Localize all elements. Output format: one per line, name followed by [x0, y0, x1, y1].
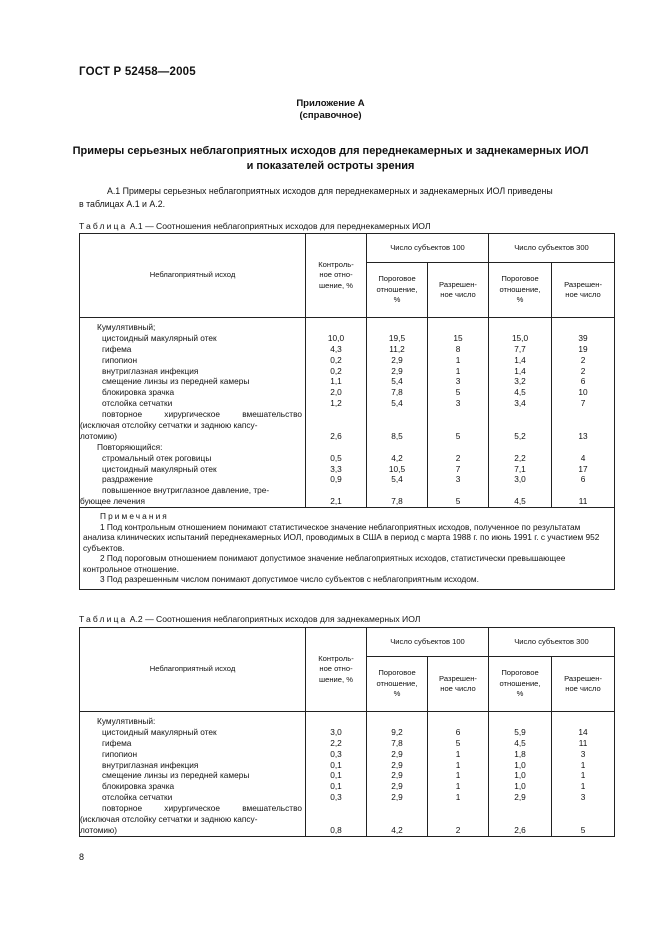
cell-value — [489, 814, 551, 825]
cell-value: 1,0 — [514, 781, 526, 792]
intro-line1: А.1 Примеры серьезных неблагоприятных исходов для переднекамерных и заднекамерных ИОЛ приведены — [107, 186, 553, 196]
cell-value: 1,2 — [330, 398, 342, 409]
cell-value: 3,4 — [514, 398, 526, 409]
cell-value — [428, 420, 488, 431]
cell-value — [489, 322, 551, 333]
cell-value — [552, 322, 614, 333]
outcome-label: Кумулятивный: — [97, 716, 156, 726]
note-3: 3 Под разрешенным числом понимают допустимое число субъектов с неблагоприятным исходом. — [100, 574, 479, 585]
table2-caption-word: Таблица — [79, 614, 128, 624]
table2-header-allowed-300 — [552, 657, 615, 712]
cell-value — [306, 442, 366, 453]
table1-header-allowed-100-l2: ное число — [440, 290, 476, 299]
outcome-label: гипопион — [102, 748, 138, 759]
table1-notes-row — [80, 508, 615, 590]
cell-value: 10,0 — [327, 332, 345, 343]
outcome-label: блокировка зрачка — [102, 387, 175, 398]
cell-value: 2,9 — [391, 748, 403, 759]
outcome-label: лотомию) — [80, 430, 118, 441]
cell-value: 6 — [455, 726, 461, 737]
cell-value: 7,8 — [391, 737, 403, 748]
cell-value: 0,2 — [330, 354, 342, 365]
cell-value — [367, 803, 427, 814]
outcome-label: повторное хирургическое вмешательство — [102, 803, 302, 814]
table2-header-control-l3: шение, % — [319, 674, 353, 684]
outcome-label: внутриглазная инфекция — [102, 759, 199, 770]
cell-value — [552, 442, 614, 453]
cell-value: 1 — [580, 759, 586, 770]
cell-value: 7,8 — [391, 387, 403, 398]
table2-header-control — [306, 628, 367, 712]
cell-value — [367, 485, 427, 496]
outcome-label: стромальный отек роговицы — [102, 452, 212, 463]
table2-header-threshold-300-l1: Пороговое — [501, 668, 539, 678]
cell-value: 11 — [578, 737, 588, 748]
cell-value: 15,0 — [511, 332, 529, 343]
cell-value: 2,2 — [330, 737, 342, 748]
cell-value: 0,1 — [330, 770, 342, 781]
note-1: 1 Под контрольным отношением понимают статистическое значение неблагоприятных исходов, полученное по результатам анализа клинических испытаний переднекамерных ИОЛ, проводимых в США в период с марта 1988 г. по июнь 1991 г. с участием 952 субъектов. — [83, 521, 600, 553]
table1-header-allowed-300-l1: Разрешен- — [564, 279, 602, 289]
cell-value: 1,8 — [514, 748, 526, 759]
cell-value: 5 — [455, 737, 461, 748]
table1-header-outcome: Неблагоприятный исход — [80, 234, 306, 318]
cell-value: 5,4 — [391, 398, 403, 409]
cell-value — [552, 420, 614, 431]
table2-header-allowed-100-l1: Разрешен- — [439, 673, 477, 683]
cell-value: 3 — [580, 792, 586, 803]
outcome-label: повторное хирургическое вмешательство — [102, 409, 302, 420]
cell-value — [552, 803, 614, 814]
cell-value — [552, 814, 614, 825]
outcome-label: гипопион — [102, 354, 138, 365]
cell-value: 2,9 — [391, 770, 403, 781]
table1-header-threshold-300-l2: отношение, — [499, 284, 541, 294]
outcome-label: смещение линзы из передней камеры — [102, 770, 250, 781]
cell-value: 1 — [455, 365, 461, 376]
table2-header-outcome: Неблагоприятный исход — [80, 628, 306, 712]
cell-value: 0,3 — [330, 748, 342, 759]
cell-value: 9,2 — [391, 726, 403, 737]
table2-header-threshold-300-l2: отношение, — [499, 678, 541, 688]
cell-value: 2,9 — [391, 365, 403, 376]
cell-value — [552, 409, 614, 420]
cell-value: 1 — [455, 759, 461, 770]
table2-header-allowed-300-l1: Разрешен- — [564, 673, 602, 683]
cell-value: 2,6 — [330, 430, 342, 441]
table1-header-threshold-100-l3: % — [393, 295, 401, 305]
notes-heading: Примечания — [100, 511, 169, 522]
cell-value — [489, 716, 551, 727]
cell-value: 5 — [455, 430, 461, 441]
table2-header-allowed-100 — [428, 657, 489, 712]
cell-value: 0,8 — [330, 824, 342, 835]
outcome-label: цистоидный макулярный отек — [102, 726, 217, 737]
cell-value: 3,3 — [330, 463, 342, 474]
cell-value: 2,6 — [514, 824, 526, 835]
table2-col-control — [306, 712, 367, 837]
cell-value: 1 — [455, 792, 461, 803]
table2-header-threshold-100-l3: % — [393, 689, 401, 699]
outcome-label: Кумулятивный; — [97, 322, 156, 332]
cell-value: 4,5 — [514, 496, 526, 507]
cell-value — [306, 322, 366, 333]
cell-value: 2,9 — [391, 354, 403, 365]
cell-value — [428, 485, 488, 496]
cell-value: 4,3 — [330, 343, 342, 354]
outcome-label: отслойка сетчатки — [102, 398, 173, 409]
cell-value: 1,0 — [514, 770, 526, 781]
cell-value — [428, 716, 488, 727]
table2-caption-text: А.2 — Соотношения неблагоприятных исходов для заднекамерных ИОЛ — [127, 614, 421, 624]
table2-header-subj300: Число субъектов 300 — [489, 628, 615, 657]
outcome-label: цистоидный макулярный отек — [102, 463, 217, 474]
page-number: 8 — [79, 852, 85, 862]
cell-value — [306, 420, 366, 431]
cell-value: 11 — [578, 496, 588, 507]
cell-value: 5 — [455, 496, 461, 507]
cell-value: 19,5 — [388, 332, 406, 343]
table1-col-allowed-100 — [428, 318, 489, 508]
cell-value: 1 — [580, 781, 586, 792]
cell-value: 8 — [455, 343, 461, 354]
table1 — [79, 233, 615, 590]
cell-value — [489, 485, 551, 496]
table2-header-control-l1: Контроль- — [318, 653, 354, 663]
cell-value: 3,2 — [514, 376, 526, 387]
cell-value: 6 — [580, 474, 586, 485]
cell-value — [306, 814, 366, 825]
cell-value — [428, 322, 488, 333]
appendix-title: Приложение А — [296, 98, 365, 109]
table1-header-subj100: Число субъектов 100 — [367, 234, 489, 263]
table1-header-subj300: Число субъектов 300 — [489, 234, 615, 263]
cell-value — [306, 485, 366, 496]
cell-value: 5,9 — [514, 726, 526, 737]
outcome-label: повышенное внутриглазное давление, тре- — [102, 485, 270, 496]
cell-value: 0,1 — [330, 781, 342, 792]
cell-value: 39 — [578, 332, 588, 343]
cell-value: 7,1 — [514, 463, 526, 474]
table1-header-allowed-100-l1: Разрешен- — [439, 279, 477, 289]
cell-value — [306, 716, 366, 727]
cell-value: 2,2 — [514, 452, 526, 463]
table2 — [79, 627, 615, 837]
table1-caption — [79, 221, 431, 231]
cell-value — [367, 322, 427, 333]
table2-header-control-l2: ное отно- — [319, 664, 353, 674]
table2-col-threshold-100 — [367, 712, 428, 837]
cell-value: 0,9 — [330, 474, 342, 485]
table1-header-control — [306, 234, 367, 318]
cell-value: 1,4 — [514, 365, 526, 376]
cell-value: 6 — [580, 376, 586, 387]
section-title-line1: Примеры серьезных неблагоприятных исходов для переднекамерных и заднекамерных ИОЛ — [72, 145, 589, 157]
cell-value — [367, 442, 427, 453]
cell-value — [306, 409, 366, 420]
table2-body-row — [80, 712, 615, 837]
cell-value: 5 — [580, 824, 586, 835]
cell-value: 3,0 — [514, 474, 526, 485]
table1-header-allowed-100 — [428, 263, 489, 318]
cell-value: 1,1 — [330, 376, 342, 387]
cell-value: 2 — [455, 824, 461, 835]
table1-body-row — [80, 318, 615, 508]
table1-header-threshold-100-l2: отношение, — [376, 284, 418, 294]
table1-col-threshold-300 — [489, 318, 552, 508]
cell-value: 5,4 — [391, 474, 403, 485]
cell-value: 2,9 — [391, 759, 403, 770]
table2-col-allowed-300 — [552, 712, 615, 837]
cell-value — [428, 803, 488, 814]
outcome-label: цистоидный макулярный отек — [102, 332, 217, 343]
cell-value: 4 — [580, 452, 586, 463]
cell-value: 4,2 — [391, 824, 403, 835]
table2-header-threshold-100-l2: отношение, — [376, 678, 418, 688]
table2-col-outcome — [80, 712, 306, 837]
cell-value: 5,2 — [514, 430, 526, 441]
cell-value: 3 — [455, 376, 461, 387]
cell-value: 1 — [455, 781, 461, 792]
cell-value — [489, 409, 551, 420]
outcome-label: внутриглазная инфекция — [102, 365, 199, 376]
cell-value: 2,9 — [514, 792, 526, 803]
cell-value: 7 — [580, 398, 586, 409]
table2-header-subj100: Число субъектов 100 — [367, 628, 489, 657]
cell-value: 1 — [455, 354, 461, 365]
cell-value — [428, 814, 488, 825]
cell-value: 10,5 — [388, 463, 406, 474]
outcome-label: (исключая отслойку сетчатки и заднюю капсу- — [80, 420, 258, 431]
cell-value: 17 — [578, 463, 588, 474]
outcome-label: отслойка сетчатки — [102, 792, 173, 803]
table2-col-allowed-100 — [428, 712, 489, 837]
cell-value: 2,1 — [330, 496, 342, 507]
cell-value: 11,2 — [389, 343, 405, 354]
table2-header-threshold-300 — [489, 657, 552, 712]
cell-value: 3 — [580, 748, 586, 759]
cell-value: 15 — [453, 332, 463, 343]
cell-value — [489, 420, 551, 431]
cell-value — [306, 803, 366, 814]
cell-value: 0,3 — [330, 792, 342, 803]
table1-header-threshold-300 — [489, 263, 552, 318]
table1-header-control-l1: Контроль- — [318, 259, 354, 269]
cell-value: 7 — [455, 463, 461, 474]
cell-value: 2 — [580, 365, 586, 376]
cell-value: 1 — [580, 770, 586, 781]
cell-value — [367, 420, 427, 431]
table1-col-allowed-300 — [552, 318, 615, 508]
cell-value — [552, 485, 614, 496]
outcome-label: смещение линзы из передней камеры — [102, 376, 250, 387]
cell-value: 2,9 — [391, 781, 403, 792]
cell-value: 3,0 — [330, 726, 342, 737]
cell-value: 2 — [455, 452, 461, 463]
table2-header-allowed-100-l2: ное число — [440, 684, 476, 693]
cell-value — [428, 442, 488, 453]
section-title-line2: и показателей остроты зрения — [246, 160, 415, 172]
table2-caption — [79, 614, 420, 624]
table2-header-threshold-100 — [367, 657, 428, 712]
table1-caption-text: А.1 — Соотношения неблагоприятных исходов для переднекамерных ИОЛ — [127, 221, 431, 231]
cell-value: 7,7 — [514, 343, 526, 354]
table1-header-threshold-300-l3: % — [516, 295, 524, 305]
document-id: ГОСТ Р 52458—2005 — [79, 66, 196, 78]
table1-col-outcome — [80, 318, 306, 508]
table1-header-control-l3: шение, % — [319, 280, 353, 290]
cell-value: 4,2 — [391, 452, 403, 463]
cell-value: 2,0 — [330, 387, 342, 398]
intro-line2: в таблицах А.1 и А.2. — [79, 199, 166, 209]
table1-notes — [80, 508, 615, 590]
cell-value: 5 — [455, 387, 461, 398]
outcome-label: бующее лечения — [80, 496, 146, 507]
cell-value: 8,5 — [391, 430, 403, 441]
cell-value: 14 — [578, 726, 588, 737]
cell-value — [367, 409, 427, 420]
table2-header-threshold-100-l1: Пороговое — [378, 668, 416, 678]
cell-value — [489, 803, 551, 814]
cell-value: 0,5 — [330, 452, 342, 463]
cell-value: 2,9 — [391, 792, 403, 803]
cell-value: 13 — [578, 430, 588, 441]
cell-value — [367, 716, 427, 727]
table1-col-threshold-100 — [367, 318, 428, 508]
table1-header-allowed-300-l2: ное число — [565, 290, 601, 299]
outcome-label: гифема — [102, 737, 132, 748]
table2-col-threshold-300 — [489, 712, 552, 837]
table1-header-threshold-100-l1: Пороговое — [378, 274, 416, 284]
appendix-subtitle: (справочное) — [299, 110, 362, 121]
table2-header-allowed-300-l2: ное число — [565, 684, 601, 693]
cell-value: 1 — [455, 748, 461, 759]
outcome-label: Повторяющийся: — [97, 441, 163, 452]
cell-value — [489, 442, 551, 453]
outcome-label: гифема — [102, 343, 132, 354]
cell-value: 5,4 — [391, 376, 403, 387]
cell-value: 19 — [578, 343, 588, 354]
cell-value — [367, 814, 427, 825]
cell-value — [428, 409, 488, 420]
table2-header-threshold-300-l3: % — [516, 689, 524, 699]
cell-value: 4,5 — [514, 387, 526, 398]
table1-header-allowed-300 — [552, 263, 615, 318]
cell-value: 2 — [580, 354, 586, 365]
outcome-label: блокировка зрачка — [102, 781, 175, 792]
cell-value: 4,5 — [514, 737, 526, 748]
cell-value: 1,0 — [514, 759, 526, 770]
outcome-label: раздражение — [102, 474, 153, 485]
outcome-label: (исключая отслойку сетчатки и заднюю капсу- — [80, 814, 258, 825]
cell-value: 0,2 — [330, 365, 342, 376]
note-2: 2 Под пороговым отношением понимают допустимое значение неблагоприятных исходов, статистически превышающее контрольное отношение. — [83, 553, 566, 574]
cell-value: 0,1 — [330, 759, 342, 770]
cell-value: 1 — [455, 770, 461, 781]
table1-header-threshold-100 — [367, 263, 428, 318]
table1-header-threshold-300-l1: Пороговое — [501, 274, 539, 284]
cell-value: 3 — [455, 398, 461, 409]
cell-value: 7,8 — [391, 496, 403, 507]
table1-caption-word: Таблица — [79, 221, 128, 231]
cell-value: 1,4 — [514, 354, 526, 365]
cell-value: 10 — [578, 387, 588, 398]
cell-value: 3 — [455, 474, 461, 485]
table1-header-control-l2: ное отно- — [319, 270, 353, 280]
cell-value — [552, 716, 614, 727]
table1-col-control — [306, 318, 367, 508]
outcome-label: лотомию) — [80, 824, 118, 835]
